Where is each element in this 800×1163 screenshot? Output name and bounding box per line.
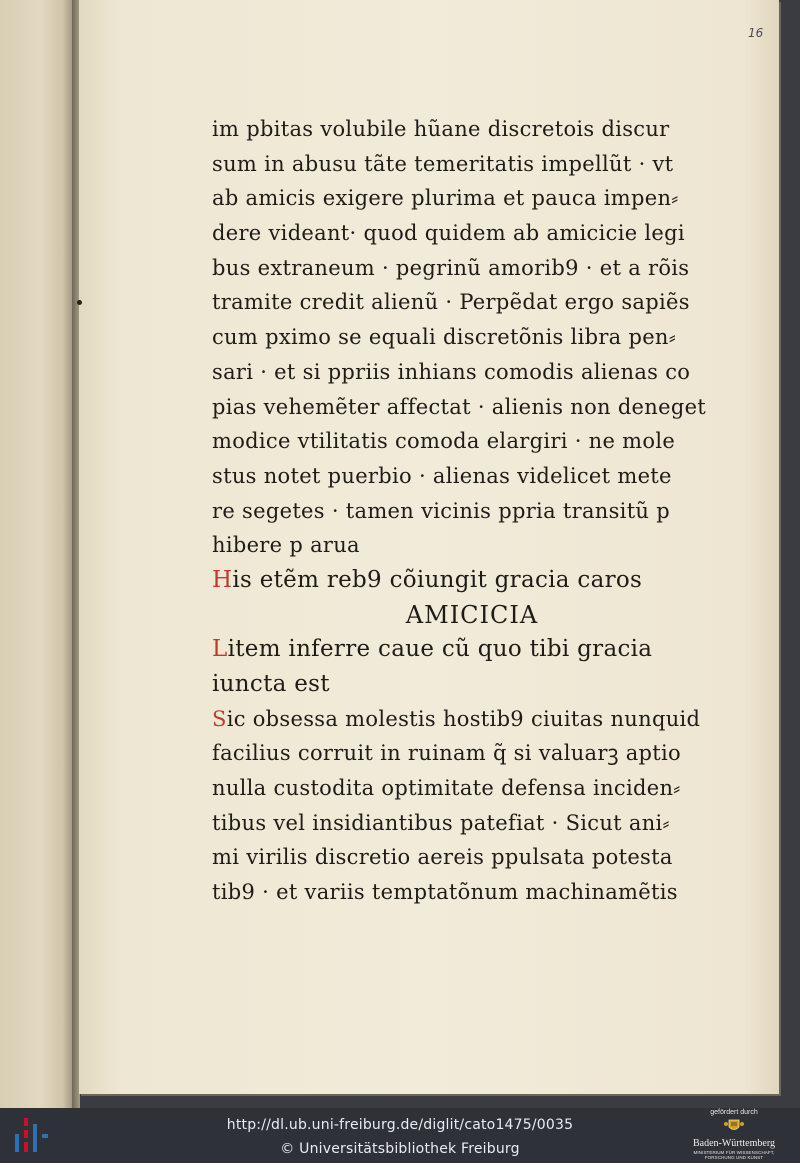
text-line: dere videant· quod quidem ab amicicie legi — [212, 221, 685, 246]
maxim-initial: L — [212, 636, 228, 663]
funded-by-label: gefördert durch — [710, 1109, 758, 1116]
text-line: sum in abusu tãte temeritatis impellũt · vt — [212, 151, 674, 176]
commentary-line: tibus vel insidiantibus patefiat · Sicut ani⸗ — [212, 810, 670, 835]
page-url-link[interactable]: http://dl.ub.uni-freiburg.de/diglit/cato1475/0035 — [226, 1117, 574, 1133]
verse-line — [212, 563, 732, 598]
text-line: ab amicis exigere plurima et pauca impen⸗ — [212, 186, 679, 211]
text-line: hibere p arua — [212, 533, 360, 558]
verse-text: is etẽm reb9 cõiungit gracia caros — [232, 566, 643, 593]
commentary-line: tib9 · et variis temptatõnum machinamẽtis — [212, 880, 678, 905]
left-page-edge — [0, 0, 74, 1108]
text-line: im pbitas volubile hũane discretois discur — [212, 117, 670, 141]
text-line: modice vtilitatis comoda elargiri · ne mole — [212, 429, 676, 454]
commentary-initial: S — [212, 706, 227, 731]
text-block — [212, 112, 732, 910]
margin-dot — [77, 300, 82, 305]
folio-number: 16 — [748, 26, 764, 40]
maxim-text-1: item inferre caue cũ quo tibi gracia — [227, 636, 653, 663]
verse-initial: H — [212, 566, 233, 593]
commentary-line: mi virilis discretio aereis ppulsata potesta — [212, 845, 673, 870]
commentary-text-1: ic obsessa molestis hostib9 ciuitas nunquid — [226, 706, 701, 731]
state-crest-icon — [723, 1118, 745, 1133]
maxim-line-1 — [212, 632, 732, 667]
body-text — [212, 112, 732, 563]
ministry-name: MINISTERIUM FÜR WISSENSCHAFT, FORSCHUNG UND KUNST — [693, 1150, 775, 1160]
text-line: pias vehemẽter affectat · alienis non deneget — [212, 394, 707, 419]
text-line: sari · et si ppriis inhians comodis alienas co — [212, 359, 691, 384]
text-line: stus notet puerbio · alienas videlicet mete — [212, 463, 672, 488]
section-heading: AMICICIA — [405, 600, 539, 629]
commentary-line: facilius corruit in ruinam q̃ si valuarꝫ aptio — [212, 741, 681, 766]
copyright-text: © Universitätsbibliothek Freiburg — [280, 1141, 520, 1157]
text-line: re segetes · tamen vicinis ppria transitũ p — [212, 498, 670, 523]
text-line: tramite credit alienũ · Perpẽdat ergo sapiẽs — [212, 290, 690, 315]
commentary-line: nulla custodita optimitate defensa inciden⸗ — [212, 776, 681, 801]
text-line: bus extraneum · pegrinũ amorib9 · et a rõis — [212, 255, 690, 280]
text-line: cum pximo se equali discretõnis libra pen⸗ — [212, 325, 677, 350]
commentary-line-1 — [212, 702, 732, 737]
sponsor-logo — [678, 1108, 790, 1163]
maxim-line-2: iuncta est — [212, 671, 330, 697]
state-name: Baden-Württemberg — [692, 1138, 775, 1149]
